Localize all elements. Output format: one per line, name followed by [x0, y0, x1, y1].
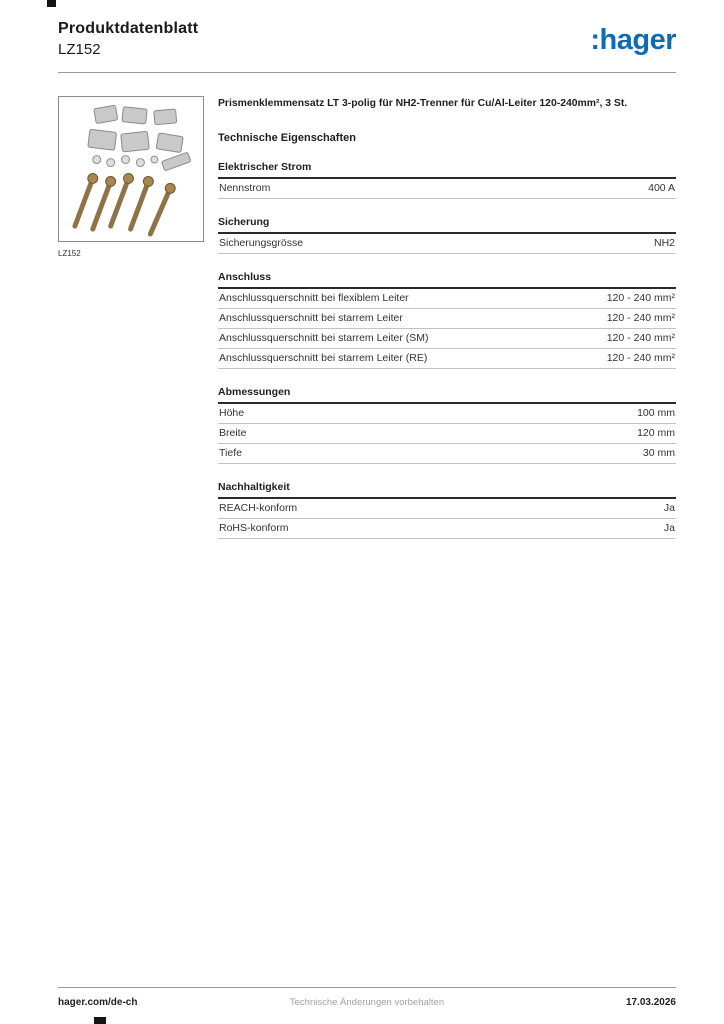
header-titles — [58, 20, 198, 58]
spec-row — [218, 424, 676, 444]
spec-rows — [218, 499, 676, 539]
spec-row-label: Anschlussquerschnitt bei starrem Leiter — [219, 312, 403, 324]
spec-row-value: 400 A — [648, 182, 675, 194]
spec-row-value: 30 mm — [642, 447, 675, 459]
spec-row — [218, 179, 676, 199]
spec-row — [218, 404, 676, 424]
spec-row-label: Sicherungsgrösse — [219, 237, 304, 249]
product-image-caption: LZ152 — [58, 249, 81, 258]
main-content — [0, 73, 724, 539]
spec-section-heading: Anschluss — [218, 271, 676, 289]
spec-row-label: Höhe — [219, 407, 245, 419]
spec-row-value: 120 - 240 mm² — [606, 292, 675, 304]
spec-rows — [218, 234, 676, 254]
page-header — [0, 0, 724, 58]
spec-row-label: Breite — [219, 427, 247, 439]
footer-link[interactable]: hager.com/de-ch — [58, 997, 138, 1008]
spec-row — [218, 309, 676, 329]
spec-row-label: RoHS-konform — [219, 522, 289, 534]
product-image-column — [58, 96, 204, 258]
spec-row-value: 120 - 240 mm² — [606, 332, 675, 344]
footer-date: 17.03.2026 — [625, 997, 676, 1008]
spec-row-value: 120 mm — [637, 427, 675, 439]
spec-row-value: 120 - 240 mm² — [606, 352, 675, 364]
hager-logo: :hager — [590, 24, 676, 56]
spec-section-heading: Elektrischer Strom — [218, 161, 676, 179]
spec-row-value: 120 - 240 mm² — [606, 312, 675, 324]
spec-row-label: Anschlussquerschnitt bei starrem Leiter (SM) — [219, 332, 429, 344]
document-title: Produktdatenblatt — [58, 20, 199, 37]
spec-column — [218, 96, 676, 539]
spec-row-value: NH2 — [653, 237, 675, 249]
page-footer — [58, 987, 676, 1008]
spec-section — [218, 386, 676, 464]
spec-row-label: Tiefe — [219, 447, 242, 459]
spec-row-value: Ja — [663, 522, 675, 534]
spec-sections — [218, 161, 676, 539]
spec-section-heading: Sicherung — [218, 216, 676, 234]
spec-row — [218, 444, 676, 464]
spec-row — [218, 289, 676, 309]
spec-row — [218, 499, 676, 519]
spec-rows — [218, 404, 676, 464]
footer-disclaimer: Technische Änderungen vorbehalten — [289, 997, 445, 1008]
spec-row — [218, 329, 676, 349]
spec-row-label: Nennstrom — [219, 182, 271, 194]
spec-section — [218, 271, 676, 369]
crop-mark-top — [47, 0, 56, 7]
spec-section — [218, 216, 676, 254]
spec-row-label: REACH-konform — [219, 502, 298, 514]
spec-row — [218, 519, 676, 539]
product-reference: LZ152 — [58, 41, 101, 58]
spec-row-value: 100 mm — [637, 407, 675, 419]
spec-row — [218, 349, 676, 369]
product-image-frame — [58, 96, 204, 242]
spec-section — [218, 481, 676, 539]
crop-mark-bottom — [94, 1017, 106, 1024]
spec-row-label: Anschlussquerschnitt bei flexiblem Leiter — [219, 292, 409, 304]
spec-section-heading: Nachhaltigkeit — [218, 481, 676, 499]
spec-section — [218, 161, 676, 199]
spec-section-heading: Abmessungen — [218, 386, 676, 404]
spec-row-label: Anschlussquerschnitt bei starrem Leiter (RE) — [219, 352, 428, 364]
product-title: Prismenklemmensatz LT 3-polig für NH2-Trenner für Cu/Al-Leiter 120-240mm², 3 St. — [218, 98, 628, 109]
product-photo — [59, 97, 203, 241]
spec-row-value: Ja — [663, 502, 675, 514]
spec-rows — [218, 289, 676, 369]
spec-rows — [218, 179, 676, 199]
spec-row — [218, 234, 676, 254]
technical-properties-title: Technische Eigenschaften — [218, 132, 356, 144]
